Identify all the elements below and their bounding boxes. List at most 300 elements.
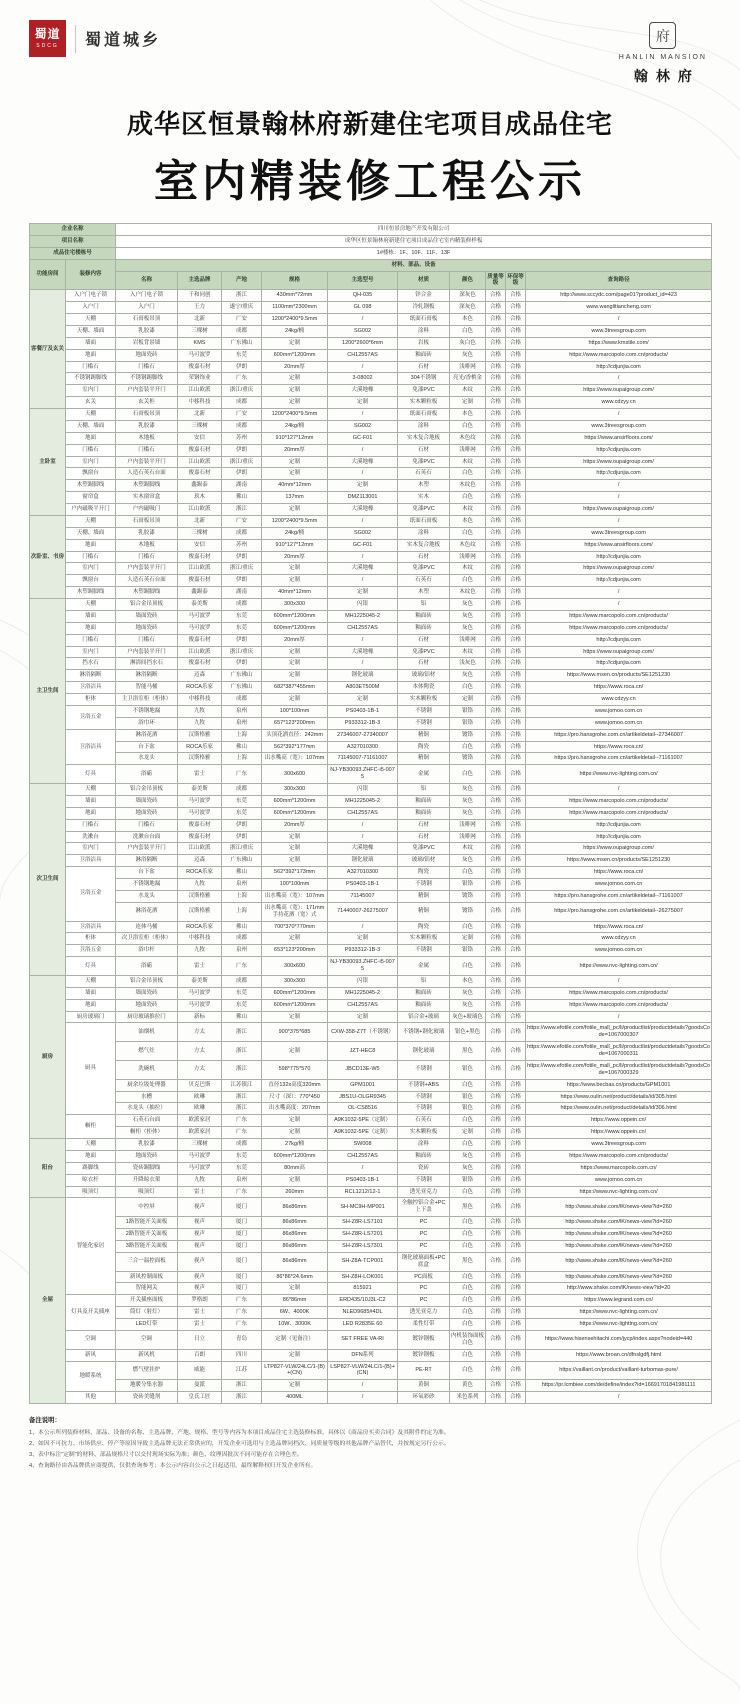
query-path-cell: https://www.oupaigroup.com/ bbox=[526, 843, 712, 855]
spec-cell: 大溪地橡 bbox=[328, 646, 398, 658]
spec-cell: 铝合金吊顶板 bbox=[116, 599, 178, 611]
spec-cell: 合格 bbox=[506, 1349, 526, 1361]
spec-cell: 定制 bbox=[262, 1174, 328, 1186]
spec-cell: 浴霸 bbox=[116, 765, 178, 784]
spec-cell: 江苏 bbox=[222, 1361, 262, 1380]
spec-cell: 不锈钢+钢化玻璃 bbox=[398, 1023, 450, 1042]
spec-cell: 罗格朗 bbox=[178, 1295, 222, 1307]
query-path-cell: www.cdzyy.cn bbox=[526, 694, 712, 706]
spec-cell: 视声 bbox=[178, 1198, 222, 1217]
spec-cell: 铝合金吊顶板 bbox=[116, 975, 178, 987]
spec-cell: 纸面石膏板 bbox=[398, 409, 450, 421]
spec-cell: 水龙头 bbox=[116, 890, 178, 902]
spec-cell: 浙江 bbox=[222, 1392, 262, 1404]
spec-cell: 出水嘴高（宽）：107mm bbox=[262, 753, 328, 765]
spec-cell: PC bbox=[398, 1240, 450, 1252]
spec-cell: 浙江 bbox=[222, 290, 262, 302]
header-cell: 主选品牌 bbox=[178, 271, 222, 290]
spec-cell: 300x300 bbox=[262, 599, 328, 611]
spec-cell: 中移科技 bbox=[178, 933, 222, 945]
spec-cell: 广东 bbox=[222, 765, 262, 784]
spec-cell: 合格 bbox=[486, 1115, 506, 1127]
spec-cell: 石材 bbox=[398, 444, 450, 456]
spec-cell: 伊朗 bbox=[222, 819, 262, 831]
content-cell: 木塑踢脚线 bbox=[66, 587, 116, 599]
spec-cell: 米色系列 bbox=[450, 1392, 486, 1404]
spec-cell: 白色 bbox=[450, 1295, 486, 1307]
spec-cell: 本色 bbox=[450, 975, 486, 987]
spec-cell: 木地板 bbox=[116, 539, 178, 551]
spec-cell: 合格 bbox=[506, 444, 526, 456]
spec-cell: 300x600 bbox=[262, 765, 328, 784]
table-row bbox=[30, 999, 712, 1011]
spec-cell: 新标 bbox=[178, 1011, 222, 1023]
spec-cell: OL-CS8516 bbox=[328, 1103, 398, 1115]
note-item: 2、如因不可抗力、市场供应、停产等原因导致主选品牌无法正常供应的，开发企业可选用与主选品牌同档次、同质量等级的其他品牌产品替代，并按规定另行公示。 bbox=[29, 1441, 450, 1448]
spec-cell: 600mm*1200mm bbox=[262, 1150, 328, 1162]
spec-cell: PS0403-1B-1 bbox=[328, 705, 398, 717]
content-cell: 室内门 bbox=[66, 843, 116, 855]
table-row bbox=[30, 599, 712, 611]
content-cell: 天棚、墙面 bbox=[66, 420, 116, 432]
spec-cell: 乳胶漆 bbox=[116, 420, 178, 432]
spec-cell: 合格 bbox=[506, 933, 526, 945]
spec-cell: 合格 bbox=[506, 831, 526, 843]
spec-cell: 浴霸 bbox=[116, 957, 178, 976]
spec-cell: 门槛石 bbox=[116, 551, 178, 563]
spec-cell: 合格 bbox=[506, 1361, 526, 1380]
spec-cell: / bbox=[328, 634, 398, 646]
spec-cell: 合格 bbox=[506, 879, 526, 891]
table-row bbox=[30, 933, 712, 945]
spec-cell: 木纹色 bbox=[450, 480, 486, 492]
spec-cell: A803ET500M bbox=[328, 682, 398, 694]
table-row bbox=[30, 385, 712, 397]
spec-cell: 合格 bbox=[486, 1150, 506, 1162]
spec-cell: 广东 bbox=[222, 1115, 262, 1127]
spec-cell: 不锈钢 bbox=[398, 705, 450, 717]
spec-cell: A9K1032-5PE（定制） bbox=[328, 1127, 398, 1139]
content-cell: 卫浴五金 bbox=[66, 867, 116, 921]
spec-cell: ROCA乐家 bbox=[178, 867, 222, 879]
spec-cell: A327010300 bbox=[328, 867, 398, 879]
header-materials-group: 材料、部品、设备 bbox=[116, 259, 712, 271]
content-cell: 柜体 bbox=[66, 933, 116, 945]
table-row bbox=[30, 807, 712, 819]
table-row bbox=[30, 1079, 712, 1091]
spec-cell: 淋浴隔断 bbox=[116, 670, 178, 682]
table-row bbox=[30, 1283, 712, 1295]
spec-cell: 910*127*12mm bbox=[262, 432, 328, 444]
spec-cell: 釉面砖 bbox=[398, 610, 450, 622]
spec-cell: 600mm*1200mm bbox=[262, 349, 328, 361]
query-path-cell: https://www.oupaigroup.com/ bbox=[526, 456, 712, 468]
spec-cell: 合格 bbox=[506, 890, 526, 902]
spec-cell: LTP827-VLW/24LC/1-(B)+(CN) bbox=[262, 1361, 328, 1380]
spec-cell: 合格 bbox=[506, 575, 526, 587]
spec-cell: 头顶花洒直径：242mm bbox=[262, 729, 328, 741]
spec-cell: 开关插座面板 bbox=[116, 1295, 178, 1307]
spec-cell: 广东 bbox=[222, 1307, 262, 1319]
table-row bbox=[30, 420, 712, 432]
spec-cell: 实木复合地板 bbox=[398, 432, 450, 444]
query-path-cell: https://www.efotile.com/fotile_mall_pc/li/productlist/productdetails?goodsCode=1067000311 bbox=[526, 1042, 712, 1061]
content-cell: 墙面 bbox=[66, 337, 116, 349]
table-row bbox=[30, 1011, 712, 1023]
spec-cell: 灰白色 bbox=[450, 337, 486, 349]
spec-cell: 86x86mm bbox=[262, 1229, 328, 1241]
spec-cell: 24kg/桶 bbox=[262, 420, 328, 432]
spec-cell: 地面瓷砖 bbox=[116, 1150, 178, 1162]
spec-cell: 尺寸（深）：770*450 bbox=[262, 1091, 328, 1103]
spec-cell: 24kg/桶 bbox=[262, 527, 328, 539]
spec-cell: 定制 bbox=[262, 563, 328, 575]
spec-cell: 瓷砖踢脚线 bbox=[116, 1162, 178, 1174]
spec-cell: 燃气灶 bbox=[116, 1042, 178, 1061]
spec-cell: 纸面石膏板 bbox=[398, 515, 450, 527]
spec-cell: 137mm bbox=[262, 492, 328, 504]
spec-cell: LED灯带 bbox=[116, 1319, 178, 1331]
query-path-cell: https://www.ansirfloors.com/ bbox=[526, 539, 712, 551]
query-path-cell: https://www.roca.cn/ bbox=[526, 921, 712, 933]
spec-cell: 合格 bbox=[486, 504, 506, 516]
spec-cell: 陶瓷 bbox=[398, 867, 450, 879]
table-row bbox=[30, 646, 712, 658]
spec-cell: 白色 bbox=[450, 1307, 486, 1319]
spec-cell: / bbox=[328, 468, 398, 480]
content-cell: 卫浴洁具 bbox=[66, 729, 116, 765]
spec-cell: / bbox=[328, 1162, 398, 1174]
spec-cell: 门槛石 bbox=[116, 634, 178, 646]
spec-cell: 佛山 bbox=[222, 1011, 262, 1023]
spec-cell: 汉斯格雅 bbox=[178, 729, 222, 741]
spec-cell: 青岛 bbox=[222, 1330, 262, 1349]
spec-cell: / bbox=[328, 658, 398, 670]
content-cell: 天棚 bbox=[66, 784, 116, 796]
spec-cell: 广东 bbox=[222, 1319, 262, 1331]
spec-cell: 合格 bbox=[486, 468, 506, 480]
spec-cell: 2路智能开关面板 bbox=[116, 1229, 178, 1241]
spec-cell: 陶瓷 bbox=[398, 741, 450, 753]
spec-cell: 86*86*24.6mm bbox=[262, 1271, 328, 1283]
table-row bbox=[30, 373, 712, 385]
spec-cell: 定制（见备注） bbox=[262, 1330, 328, 1349]
table-row bbox=[30, 575, 712, 587]
content-cell: 天棚 bbox=[66, 1139, 116, 1151]
spec-cell: ROCA乐家 bbox=[178, 682, 222, 694]
spec-cell: 泉州 bbox=[222, 945, 262, 957]
query-path-cell: www.cdzyy.cn bbox=[526, 397, 712, 409]
spec-cell: 合格 bbox=[506, 1162, 526, 1174]
query-path-cell: https://pro.hansgrohe.com.cn/artikeldetail--71161007 bbox=[526, 890, 712, 902]
query-path-cell: https://www.hisensehitachi.com/jycp/index.aspx?nodeid=440 bbox=[526, 1330, 712, 1349]
spec-cell: 木纹色 bbox=[450, 587, 486, 599]
spec-cell: 淋浴花洒 bbox=[116, 729, 178, 741]
page-subtitle: 成华区恒景翰林府新建住宅项目成品住宅 bbox=[126, 109, 613, 139]
spec-cell: 浙江 bbox=[222, 1103, 262, 1115]
spec-cell: SET FREE VA-RI bbox=[328, 1330, 398, 1349]
table-row bbox=[30, 634, 712, 646]
spec-cell: 71440007-26275007 bbox=[328, 902, 398, 921]
header-content: 装修内容 bbox=[66, 259, 116, 290]
spec-cell: 浙江/重庆 bbox=[222, 385, 262, 397]
spec-cell: CH12557AS bbox=[328, 1150, 398, 1162]
spec-cell: 千和同创 bbox=[178, 290, 222, 302]
query-path-cell: https://pro.hansgrohe.com.cn/artikeldetail--26275007 bbox=[526, 902, 712, 921]
spec-cell: 合格 bbox=[506, 563, 526, 575]
spec-cell: 20mm厚 bbox=[262, 819, 328, 831]
spec-cell: 出水嘴高度：207mm bbox=[262, 1103, 328, 1115]
spec-cell: 合格 bbox=[506, 987, 526, 999]
spec-cell: 合格 bbox=[486, 1283, 506, 1295]
query-path-cell: www.jomoo.com.cn bbox=[526, 717, 712, 729]
query-path-cell: https://www.msen.cn/products/SE1251230 bbox=[526, 855, 712, 867]
spec-cell: 木色纹 bbox=[450, 432, 486, 444]
table-row bbox=[30, 975, 712, 987]
spec-cell: 合格 bbox=[506, 1283, 526, 1295]
spec-cell: 合格 bbox=[486, 1186, 506, 1198]
spec-cell: DMZ113001 bbox=[328, 492, 398, 504]
spec-cell: 合格 bbox=[506, 1240, 526, 1252]
spec-cell: 泉州 bbox=[222, 1174, 262, 1186]
spec-cell: 910*127*12mm bbox=[262, 539, 328, 551]
spec-cell: 合格 bbox=[506, 361, 526, 373]
content-cell: 室内门 bbox=[66, 456, 116, 468]
spec-cell: 免漆PVC bbox=[398, 504, 450, 516]
spec-cell: LED R2835E 60 bbox=[328, 1319, 398, 1331]
query-path-cell: https://www.oupaigroup.com/ bbox=[526, 563, 712, 575]
content-cell: 灯具 bbox=[66, 957, 116, 976]
spec-cell: 马可波罗 bbox=[178, 999, 222, 1011]
spec-cell: 合格 bbox=[506, 1091, 526, 1103]
spec-cell: 成都 bbox=[222, 694, 262, 706]
spec-cell: 吸顶灯 bbox=[116, 1186, 178, 1198]
spec-cell: 20mm厚 bbox=[262, 634, 328, 646]
spec-cell: 合格 bbox=[486, 1295, 506, 1307]
spec-cell: 300x600 bbox=[262, 957, 328, 976]
query-path-cell: https://www.oupaigroup.com/ bbox=[526, 646, 712, 658]
spec-cell: 冷轧钢板 bbox=[398, 302, 450, 314]
spec-cell: 不锈钢 bbox=[398, 945, 450, 957]
content-cell: 天棚 bbox=[66, 314, 116, 326]
query-path-cell: https://www.marcopolo.com.cn/products/ bbox=[526, 999, 712, 1011]
spec-cell: 定制 bbox=[262, 575, 328, 587]
spec-cell: 广东佛山 bbox=[222, 682, 262, 694]
spec-cell: 合格 bbox=[506, 705, 526, 717]
spec-cell: 智能网关 bbox=[116, 1283, 178, 1295]
spec-cell: 合格 bbox=[506, 551, 526, 563]
content-cell: 地面 bbox=[66, 539, 116, 551]
table-row bbox=[30, 290, 712, 302]
spec-cell: 门槛石 bbox=[116, 361, 178, 373]
spec-cell: 定制 bbox=[262, 646, 328, 658]
spec-cell: 大溪地橡 bbox=[328, 563, 398, 575]
spec-cell: 三棵树 bbox=[178, 527, 222, 539]
spec-cell: 白色 bbox=[450, 1361, 486, 1380]
content-cell: 卫浴洁具 bbox=[66, 855, 116, 867]
spec-cell: 不锈钢 bbox=[398, 1103, 450, 1115]
spec-cell: 653*123*200mm bbox=[262, 945, 328, 957]
spec-cell: 黑色 bbox=[450, 1252, 486, 1271]
table-row bbox=[30, 1042, 712, 1061]
table-row bbox=[30, 480, 712, 492]
spec-cell: 雷士 bbox=[178, 1319, 222, 1331]
spec-cell: 合格 bbox=[506, 1174, 526, 1186]
spec-cell: QH-035 bbox=[328, 290, 398, 302]
query-path-cell: https://www.kmstile.com/ bbox=[526, 337, 712, 349]
spec-cell: ERD435/10J3L-C2 bbox=[328, 1295, 398, 1307]
spec-cell: 玖木 bbox=[178, 492, 222, 504]
spec-cell: 合格 bbox=[486, 1198, 506, 1217]
spec-cell: 定制 bbox=[328, 480, 398, 492]
spec-cell: 定制 bbox=[262, 855, 328, 867]
spec-cell: 汉斯格雅 bbox=[178, 902, 222, 921]
spec-cell: 合格 bbox=[506, 1330, 526, 1349]
header-row-columns bbox=[30, 271, 712, 290]
info-label: 企业名称 bbox=[30, 224, 116, 236]
table-row bbox=[30, 587, 712, 599]
table-row bbox=[30, 1217, 712, 1229]
query-path-cell: www.jomoo.com.cn bbox=[526, 705, 712, 717]
query-path-cell: www.jomoo.com.cn bbox=[526, 879, 712, 891]
spec-cell: 合格 bbox=[506, 1139, 526, 1151]
spec-cell: 广东佛山 bbox=[222, 670, 262, 682]
query-path-cell: https://www.oulin.net/product/details/id/305.html bbox=[526, 1091, 712, 1103]
spec-cell: 钢化玻璃 bbox=[398, 1042, 450, 1061]
query-path-cell: https://www.legrand.com.cn/ bbox=[526, 1295, 712, 1307]
spec-cell: 合格 bbox=[506, 610, 526, 622]
spec-cell: 定制 bbox=[262, 504, 328, 516]
spec-cell: 广东佛山 bbox=[222, 855, 262, 867]
spec-cell: 镀铬 bbox=[450, 753, 486, 765]
spec-cell: 合格 bbox=[506, 420, 526, 432]
spec-cell: 1路智能开关面板 bbox=[116, 1217, 178, 1229]
spec-cell: CH12557AS bbox=[328, 622, 398, 634]
query-path-cell: / bbox=[526, 515, 712, 527]
query-path-cell: / bbox=[526, 480, 712, 492]
spec-cell: 黑色 bbox=[450, 1042, 486, 1061]
query-path-cell: / bbox=[526, 409, 712, 421]
note-item: 3、表中标注“定制”的材料、部品规格尺寸以交付现场实际为准；颜色、纹理因批次不同可能存在合理色差。 bbox=[29, 1452, 303, 1459]
project-logo bbox=[619, 22, 711, 86]
spec-cell: 600mm*1200mm bbox=[262, 987, 328, 999]
spec-cell: 合格 bbox=[486, 1271, 506, 1283]
spec-cell: 镀铬 bbox=[450, 890, 486, 902]
spec-cell: / bbox=[328, 444, 398, 456]
spec-cell: 浙江 bbox=[222, 1091, 262, 1103]
spec-cell: 合格 bbox=[506, 409, 526, 421]
spec-cell: 合格 bbox=[486, 1252, 506, 1271]
spec-cell: GC-F01 bbox=[328, 539, 398, 551]
table-row bbox=[30, 492, 712, 504]
spec-cell: 白色 bbox=[450, 1186, 486, 1198]
query-path-cell: https://www.efotile.com/fotile_mall_pc/li/productlist/productdetails?goodsCode=1067000329 bbox=[526, 1060, 712, 1079]
query-path-cell: / bbox=[526, 587, 712, 599]
spec-cell: 浙江/重庆 bbox=[222, 646, 262, 658]
spec-cell: 泰美斯 bbox=[178, 975, 222, 987]
spec-cell: 合格 bbox=[486, 807, 506, 819]
spec-cell: 伊朗 bbox=[222, 634, 262, 646]
spec-cell: 北新 bbox=[178, 314, 222, 326]
spec-cell: 欧琳 bbox=[178, 1103, 222, 1115]
spec-cell: 广东 bbox=[222, 957, 262, 976]
spec-cell: 全触控铝合金+PC上下盖 bbox=[398, 1198, 450, 1217]
spec-cell: 水槽 bbox=[116, 1091, 178, 1103]
spec-cell: 釉面砖 bbox=[398, 349, 450, 361]
spec-cell: 欧派家居 bbox=[178, 1127, 222, 1139]
spec-cell: 本色 bbox=[450, 314, 486, 326]
spec-cell: PS0403-1B-1 bbox=[328, 879, 398, 891]
content-cell: 木塑踢脚线 bbox=[66, 480, 116, 492]
table-row bbox=[30, 622, 712, 634]
table-row bbox=[30, 337, 712, 349]
spec-cell: 合格 bbox=[506, 1295, 526, 1307]
spec-cell: 合格 bbox=[506, 765, 526, 784]
content-cell: 墙面 bbox=[66, 610, 116, 622]
spec-cell: 灰色 bbox=[450, 670, 486, 682]
spec-cell: 东莞 bbox=[222, 999, 262, 1011]
query-path-cell: www.wanglitiancheng.com bbox=[526, 302, 712, 314]
spec-cell: 木塑踢脚线 bbox=[116, 480, 178, 492]
spec-cell: 乳胶漆 bbox=[116, 325, 178, 337]
spec-cell: 成都 bbox=[222, 784, 262, 796]
spec-cell: 合格 bbox=[506, 325, 526, 337]
spec-cell: 合格 bbox=[486, 765, 506, 784]
query-path-cell: / bbox=[526, 599, 712, 611]
spec-cell: 合格 bbox=[506, 843, 526, 855]
table-row bbox=[30, 1174, 712, 1186]
spec-cell: 合格 bbox=[506, 646, 526, 658]
spec-cell: 俊嘉石材 bbox=[178, 819, 222, 831]
spec-cell: 合格 bbox=[486, 1217, 506, 1229]
spec-cell: 台下盆 bbox=[116, 741, 178, 753]
query-path-cell: http://cdjunjia.com bbox=[526, 819, 712, 831]
spec-cell: / bbox=[328, 409, 398, 421]
spec-cell: 合格 bbox=[506, 492, 526, 504]
spec-cell: 白色 bbox=[450, 325, 486, 337]
spec-cell: 成都 bbox=[222, 1139, 262, 1151]
spec-cell: 次卫浴室柜（柜体） bbox=[116, 933, 178, 945]
spec-cell: 562*392*177mm bbox=[262, 741, 328, 753]
spec-cell: 内机装饰面板白色 bbox=[450, 1330, 486, 1349]
spec-cell: 银铬 bbox=[450, 879, 486, 891]
project-name-cn: 翰林府 bbox=[633, 68, 700, 84]
spec-cell: 合格 bbox=[486, 290, 506, 302]
spec-cell: 合格 bbox=[506, 945, 526, 957]
table-row bbox=[30, 902, 712, 921]
spec-cell: 1200*2400*9.5mm bbox=[262, 409, 328, 421]
spec-cell: 入户门 bbox=[116, 302, 178, 314]
query-path-cell: www.cdzyy.cn bbox=[526, 933, 712, 945]
spec-cell: 东莞 bbox=[222, 1150, 262, 1162]
table-row bbox=[30, 1392, 712, 1404]
spec-cell: 精铜 bbox=[398, 890, 450, 902]
spec-cell: 合格 bbox=[486, 1380, 506, 1392]
spec-cell: 27346007-27340007 bbox=[328, 729, 398, 741]
spec-cell: 合格 bbox=[486, 551, 506, 563]
spec-cell: 石材 bbox=[398, 551, 450, 563]
spec-cell: 湖南 bbox=[222, 480, 262, 492]
spec-cell: 合格 bbox=[486, 420, 506, 432]
table-row bbox=[30, 1240, 712, 1252]
spec-cell: 86x86mm bbox=[262, 1217, 328, 1229]
spec-cell: 地暖分集水器 bbox=[116, 1380, 178, 1392]
spec-cell: 定制 bbox=[262, 1115, 328, 1127]
spec-cell: 不锈钢 bbox=[398, 1174, 450, 1186]
table-row bbox=[30, 867, 712, 879]
spec-cell: CH12557AS bbox=[328, 807, 398, 819]
spec-cell: 三棵树 bbox=[178, 1139, 222, 1151]
